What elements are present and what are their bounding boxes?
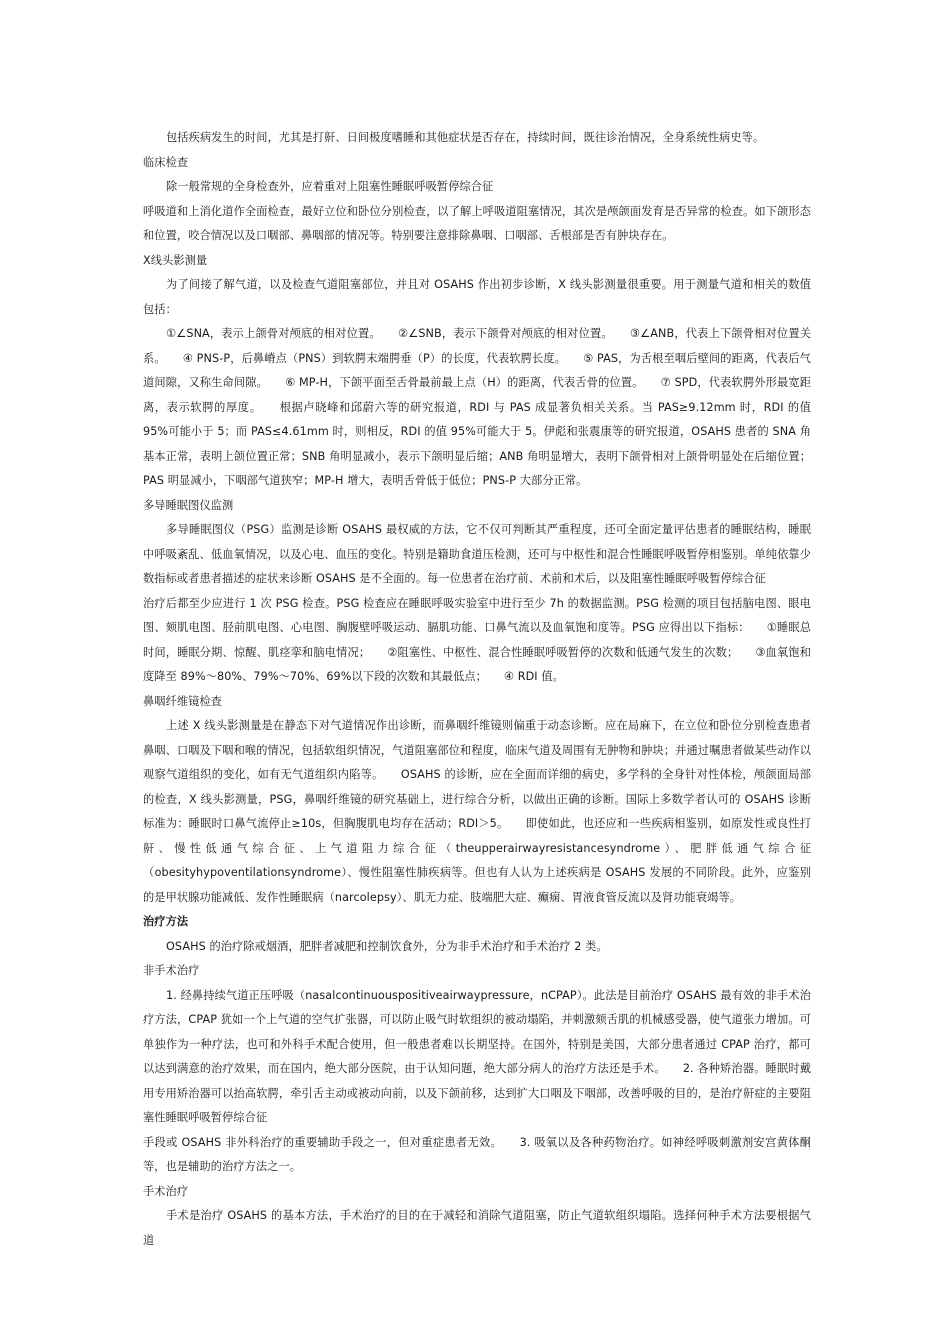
paragraph-history: 包括疾病发生的时间，尤其是打鼾、日间极度嗜睡和其他症状是否存在，持续时间，既往诊治情况，全身系统性病史等。 <box>166 131 765 144</box>
paragraph-psg-intro: 多导睡眠图仪（PSG）监测是诊断 OSAHS 最权威的方法，它不仅可判断其严重程度，还可全面定量评估患者的睡眠结构，睡眠中呼吸紊乱、低血氧情况，以及心电、血压的变化。特别是籍助食道压检测，还可与中枢性和混合性睡眠呼吸暂停相鉴别。单纯依靠少数指标或者患者描述的症状来诊断 OSAHS 是不全面的。每一位患者在治疗前、术前和术后，以及阻塞性睡眠呼吸暂停综合征 <box>143 523 811 585</box>
paragraph-non-surgical: 1. 经鼻持续气道正压呼吸（nasalcontinuouspositiveairwaypressure，nCPAP）。此法是目前治疗 OSAHS 最有效的非手术治疗方法，CPAP 犹如一个上气道的空气扩张器，可以防止吸气时软组织的被动塌陷，并刺激颏舌肌的机械感受器，使气道张力增加。可单独作为一种疗法，也可和外科手术配合使用，但一般患者难以长期坚持。在国外，特别是美国，大部分患者通过 CPAP 治疗，都可以达到满意的治疗效果，而在国内，绝大部分医院，由于认知问题，绝大部分病人的治疗方法还是手术。 2. 各种矫治器。睡眠时戴用专用矫治器可以抬高软腭，牵引舌主动或被动向前，以及下颌前移，达到扩大口咽及下咽部，改善呼吸的目的，是治疗鼾症的主要阻塞性睡眠呼吸暂停综合征 <box>143 988 811 1124</box>
heading-clinical-exam: 临床检查 <box>143 155 189 169</box>
paragraph-xray-intro: 为了间接了解气道，以及检查气道阻塞部位，并且对 OSAHS 作出初步诊断，X 线头影测量很重要。用于测量气道和相关的数值包括： <box>143 278 811 316</box>
paragraph-clinical-exam-body: 呼吸道和上消化道作全面检查，最好立位和卧位分别检查，以了解上呼吸道阻塞情况，其次是颅颌面发育是否异常的检查。如下颌形态和位置，咬合情况以及口咽部、鼻咽部的情况等。特别要注意排除鼻咽、口咽部、舌根部是否有肿块存在。 <box>143 204 811 242</box>
heading-surgical: 手术治疗 <box>143 1184 189 1198</box>
heading-xray-cephalometry: X线头影测量 <box>143 253 208 267</box>
heading-psg: 多导睡眠图仪监测 <box>143 498 234 512</box>
paragraph-non-surgical-cont: 手段或 OSAHS 非外科治疗的重要辅助手段之一，但对重症患者无效。 3. 吸氧以及各种药物治疗。如神经呼吸刺激剂安宫黄体酮等，也是辅助的治疗方法之一。 <box>143 1135 811 1173</box>
heading-treatment: 治疗方法 <box>143 915 189 928</box>
paragraph-xray-measurements: ①∠SNA，表示上颌骨对颅底的相对位置。 ②∠SNB，表示下颌骨对颅底的相对位置。 ③∠ANB，代表上下颌骨相对位置关系。 ④ PNS-P，后鼻嵴点（PNS）到软腭末端腭垂（P）的长度，代表软腭长度。 ⑤ PAS，为舌根至咽后壁间的距离，代表后气道间隙，又称生命间隙。 ⑥ MP-H，下颌平面至舌骨最前最上点（H）的距离，代表舌骨的位置。 ⑦ SPD，代表软腭外形最宽距离，表示软腭的厚度。 根据卢晓峰和邱蔚六等的研究报道，RDI 与 PAS 成显著负相关关系。当 PAS≥9.12mm 时，RDI 的值 95%可能小于 5；而 PAS≤4.61mm 时，则相反，RDI 的值 95%可能大于 5。伊彪和张震康等的研究报道，OSAHS 患者的 SNA 角基本正常，表明上颌位置正常；SNB 角明显减小，表示下颌明显后缩；ANB 角明显增大，表明下颌骨相对上颌骨明显处在后缩位置；PAS 明显减小，下咽部气道狭窄；MP-H 增大，表明舌骨低于低位；PNS-P 大部分正常。 <box>143 327 811 487</box>
document-page <box>143 126 811 1253</box>
paragraph-psg-items: 治疗后都至少应进行 1 次 PSG 检查。PSG 检查应在睡眠呼吸实验室中进行至少 7h 的数据监测。PSG 检测的项目包括脑电图、眼电图、颏肌电图、胫前肌电图、心电图、胸腹壁呼吸运动、膈肌功能、口鼻气流以及血氧饱和度等。PSG 应得出以下指标： ①睡眠总时间，睡眠分期、惊醒、肌痉挛和脑电情况； ②阻塞性、中枢性、混合性睡眠呼吸暂停的次数和低通气发生的次数； ③血氧饱和度降至 89%～80%、79%～70%、69%以下段的次数和其最低点； ④ RDI 值。 <box>143 596 811 683</box>
paragraph-nasopharyngoscopy: 上述 X 线头影测量是在静态下对气道情况作出诊断，而鼻咽纤维镜则偏重于动态诊断。应在局麻下，在立位和卧位分别检查患者鼻咽、口咽及下咽和喉的情况，包括软组织情况，气道阻塞部位和程度，临床气道及周围有无肿物和肿块；并通过嘱患者做某些动作以观察气道组织的变化，如有无气道组织内陷等。 OSAHS 的诊断，应在全面而详细的病史，多学科的全身针对性体检，颅颌面局部的检查，X 线头影测量，PSG，鼻咽纤维镜的研究基础上，进行综合分析，以做出正确的诊断。国际上多数学者认可的 OSAHS 诊断标准为：睡眠时口鼻气流停止≥10s，但胸腹肌电均存在活动；RDI＞5。 即使如此，也还应和一些疾病相鉴别，如原发性或良性打鼾、慢性低通气综合征、上气道阻力综合征（theupperairwayresistancesyndrome）、肥胖低通气综合征（obesityhypoventilationsyndrome）、慢性阻塞性肺疾病等。但也有人认为上述疾病是 OSAHS 发展的不同阶段。此外，应鉴别的是甲状腺功能减低、发作性睡眠病（narcolepsy）、肌无力症、肢端肥大症、癫痫、胃液食管反流以及肾功能衰竭等。 <box>143 719 811 904</box>
paragraph-surgical: 手术是治疗 OSAHS 的基本方法，手术治疗的目的在于减轻和消除气道阻塞，防止气道软组织塌陷。选择何种手术方法要根据气道 <box>143 1209 811 1247</box>
paragraph-clinical-exam-intro: 除一般常规的全身检查外，应着重对上阻塞性睡眠呼吸暂停综合征 <box>166 180 494 193</box>
heading-nasopharyngoscopy: 鼻咽纤维镜检查 <box>143 694 223 708</box>
paragraph-treatment-intro: OSAHS 的治疗除戒烟酒，肥胖者减肥和控制饮食外，分为非手术治疗和手术治疗 2 类。 <box>166 939 608 953</box>
heading-non-surgical: 非手术治疗 <box>143 964 200 977</box>
